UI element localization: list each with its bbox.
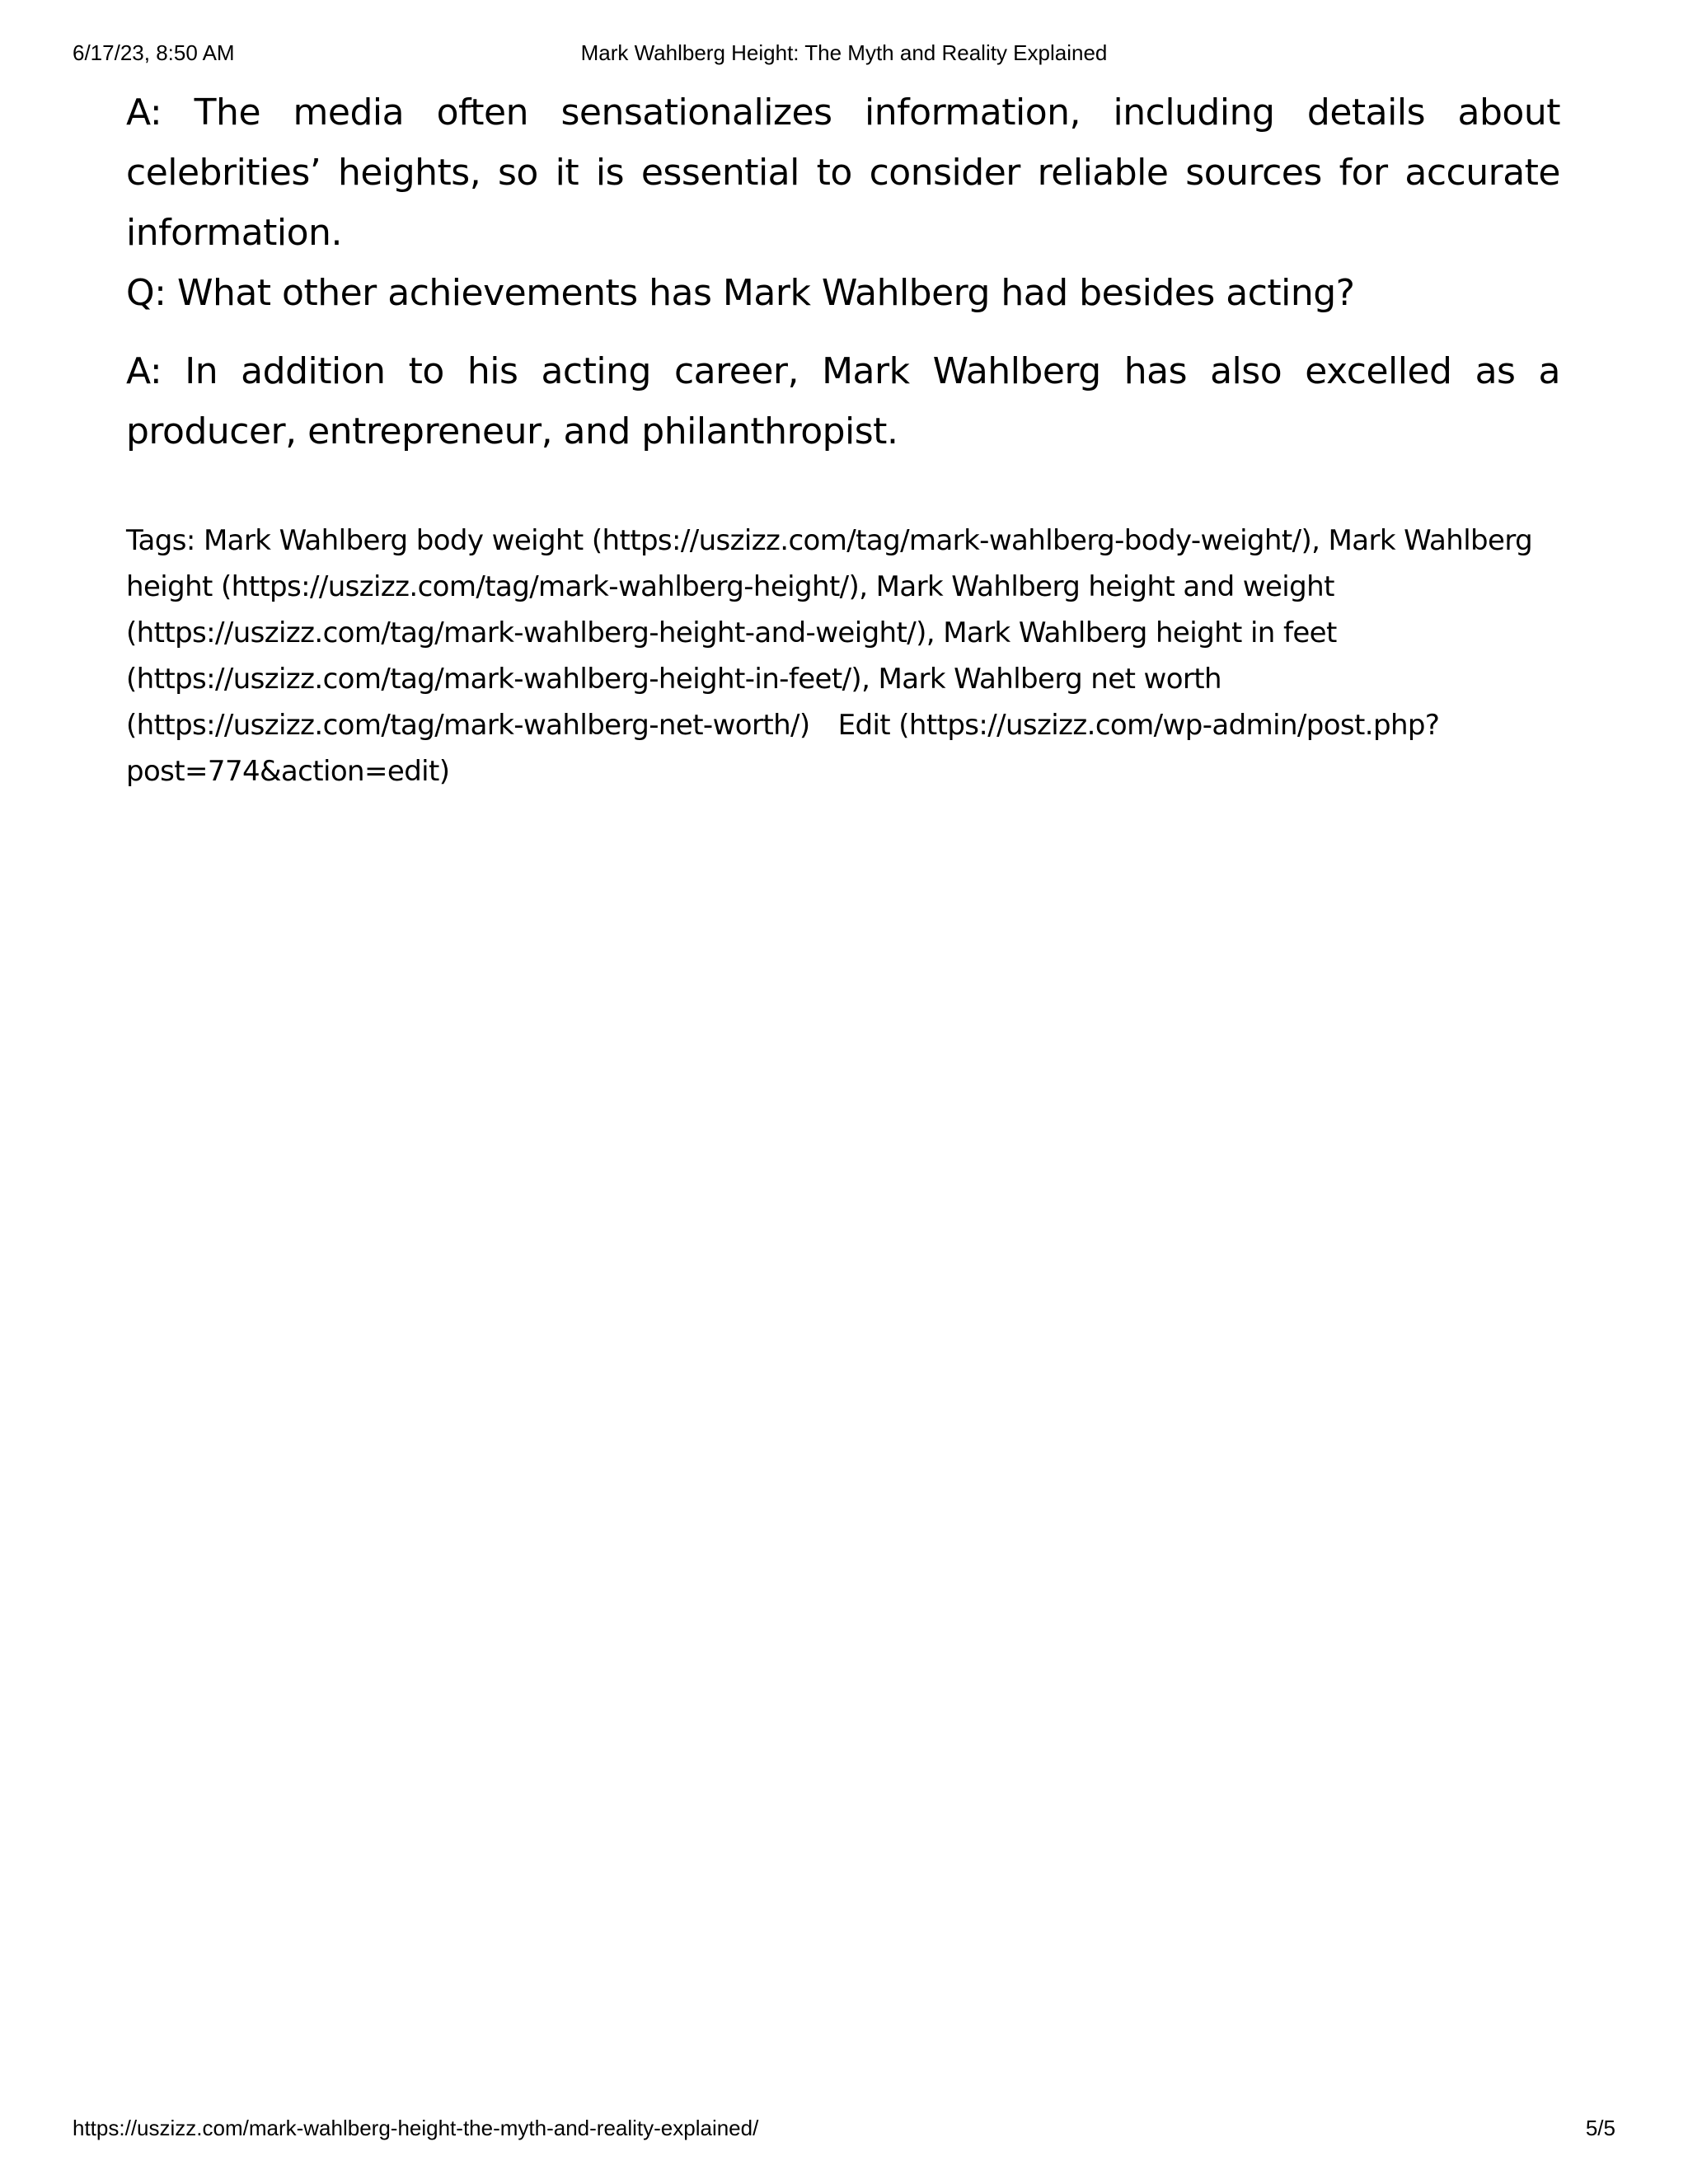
tags-list: [126, 518, 1560, 794]
print-page-number: 5/5: [1585, 2116, 1615, 2140]
tags-prefix: Tags:: [126, 524, 204, 557]
tag-separator: ,: [926, 616, 944, 649]
edit-post-link[interactable]: Edit (https://uszizz.com/wp-admin/post.php?post=774&action=edit): [126, 709, 1440, 788]
tag-separator: ,: [1311, 524, 1329, 557]
faq-answer: A: In addition to his acting career, Mark Wahlberg has also excelled as a producer, entrepreneur, and philanthropist.: [126, 350, 1560, 452]
faq-question: Q: What other achievements has Mark Wahlberg had besides acting?: [126, 272, 1355, 314]
tag-link-body-weight[interactable]: Mark Wahlberg body weight (https://uszizz.com/tag/mark-wahlberg-body-weight/): [203, 524, 1312, 557]
print-url: https://uszizz.com/mark-wahlberg-height-the-myth-and-reality-explained/: [73, 2116, 759, 2140]
tag-link-height[interactable]: Mark Wahlberg height (https://uszizz.com/tag/mark-wahlberg-height/): [126, 524, 1533, 603]
tag-separator: ,: [861, 663, 879, 696]
print-datetime: 6/17/23, 8:50 AM: [73, 40, 235, 65]
tag-separator: ,: [859, 570, 876, 603]
tag-link-height-in-feet[interactable]: Mark Wahlberg height in feet (https://uszizz.com/tag/mark-wahlberg-height-in-feet/): [126, 616, 1337, 696]
article-content: [126, 82, 1560, 794]
tag-link-height-and-weight[interactable]: Mark Wahlberg height and weight (https://uszizz.com/tag/mark-wahlberg-height-and-weight/): [126, 570, 1334, 649]
tag-link-net-worth[interactable]: Mark Wahlberg net worth (https://uszizz.com/tag/mark-wahlberg-net-worth/): [126, 663, 1221, 742]
faq-answer: A: The media often sensationalizes information, including details about celebrities’ heights, so it is essential to consider reliable sources for accurate information.: [126, 91, 1560, 254]
print-page-title: Mark Wahlberg Height: The Myth and Reality Explained: [580, 40, 1108, 65]
